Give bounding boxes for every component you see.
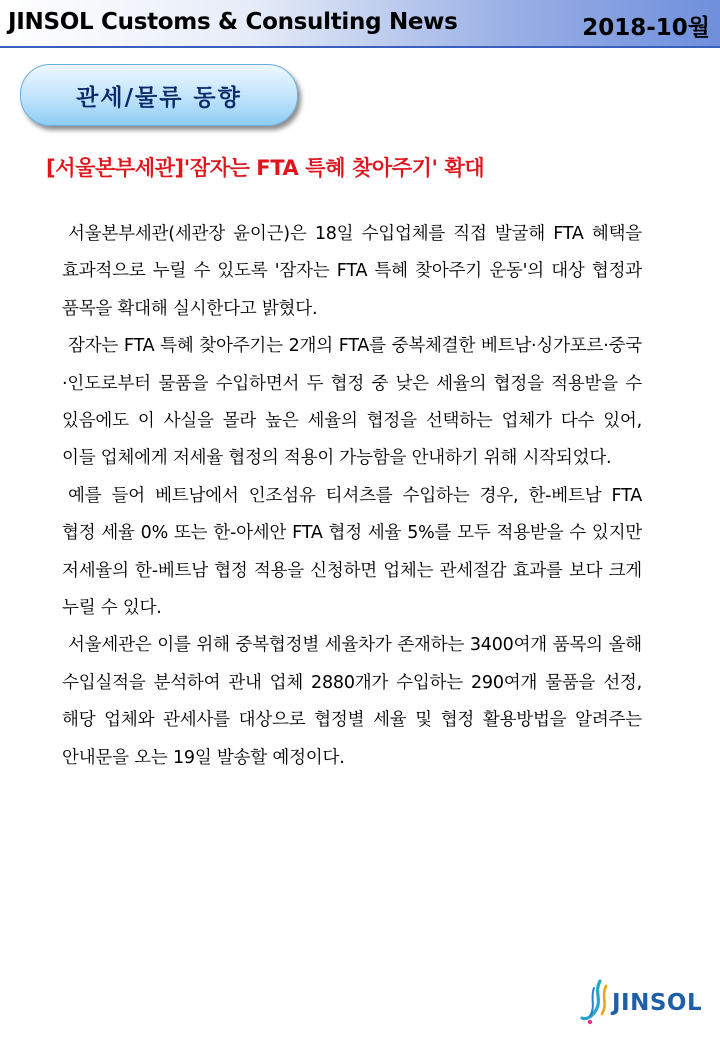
article-paragraph: 서울본부세관(세관장 윤이근)은 18일 수입업체를 직접 발굴해 FTA 혜택을 효과적으로 누릴 수 있도록 '잠자는 FTA 특혜 찾아주기 운동'의 대상 협정과 품목을 확대해 실시한다고 밝혔다. [62, 224, 642, 319]
article-paragraph: 서울세관은 이를 위해 중복협정별 세율차가 존재하는 3400여개 품목의 올해 수입실적을 분석하여 관내 업체 2880개가 수입하는 290여개 물품을 선정, 해당 업체와 관세사를 대상으로 협정별 세율 및 협정 활용방법을 알려주는 안내문을 오는 19일 발송할 예정이다. [62, 635, 642, 768]
jinsol-logo [578, 978, 718, 1028]
article-paragraph: 예를 들어 베트남에서 인조섬유 티셔츠를 수입하는 경우, 한-베트남 FTA 협정 세율 0% 또는 한-아세안 FTA 협정 세율 5%를 모두 적용받을 수 있지만 저세율의 한-베트남 협정 적용을 신청하면 업체는 관세절감 효과를 보다 크게 누릴 수 있다. [62, 485, 642, 619]
article-title: [서울본부세관]'잠자는 FTA 특혜 찾아주기' 확대 [46, 156, 485, 180]
section-tab-label: 관세/물류 동향 [76, 84, 242, 111]
article-body [62, 216, 642, 777]
article-paragraph: 잠자는 FTA 특혜 찾아주기는 2개의 FTA를 중복체결한 베트남·싱가포르·중국·인도로부터 물품을 수입하면서 두 협정 중 낮은 세율의 협정을 적용받을 수 있음에도 이 사실을 몰라 높은 세율의 협정을 선택하는 업체가 다수 있어, 이들 업체에게 저세율 협정의 적용이 가능함을 안내하기 위해 시작되었다. [62, 336, 642, 469]
issue-date: 2018-10월 [582, 15, 710, 41]
header-bar [0, 0, 720, 48]
jinsol-logo-text: JINSOL [612, 990, 703, 1016]
newsletter-title: JINSOL Customs & Consulting News [8, 9, 458, 35]
section-tab [20, 64, 298, 126]
